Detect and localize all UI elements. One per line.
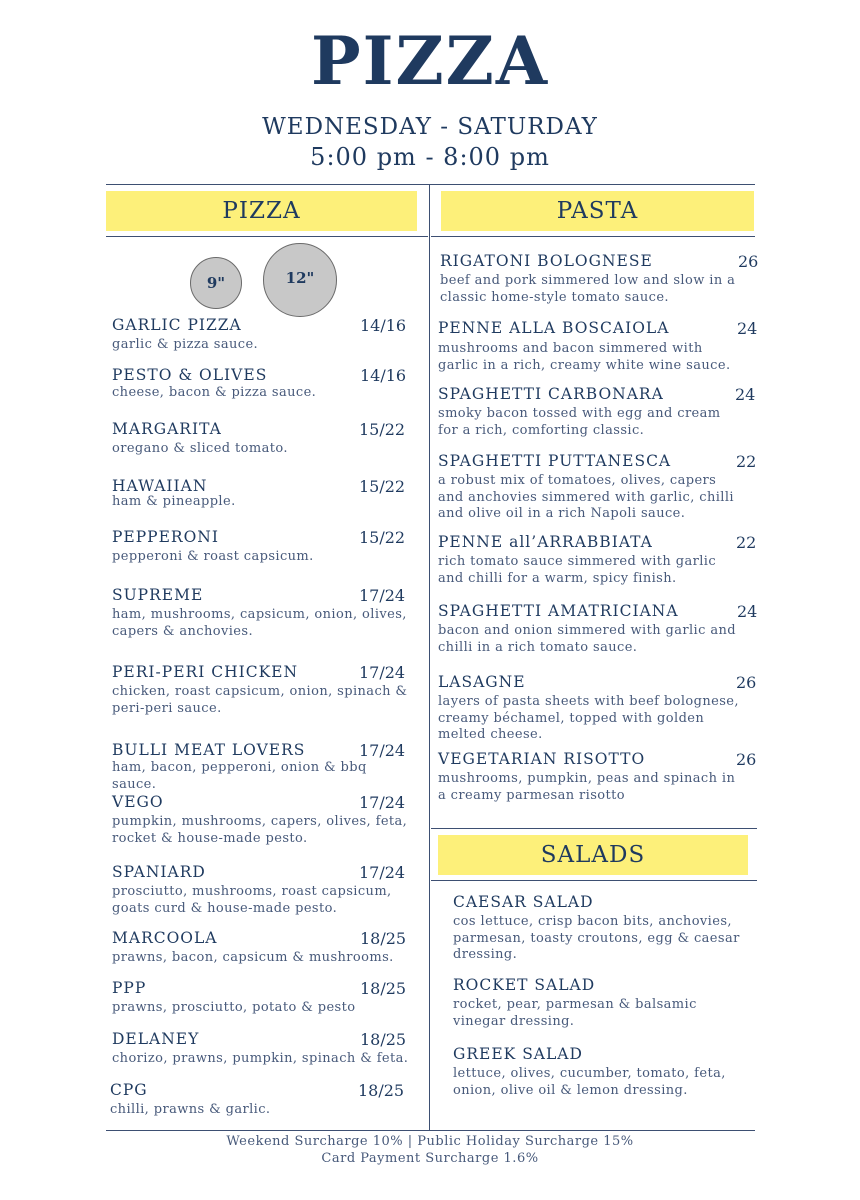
item-description: garlic & pizza sauce. — [112, 337, 259, 352]
item-description: bacon and onion simmered with garlic and chilli in a rich tomato sauce. — [438, 623, 736, 655]
item-description: smoky bacon tossed with egg and cream for a rich, comforting classic. — [438, 406, 721, 438]
menu-item — [438, 602, 758, 656]
menu-item — [112, 929, 412, 967]
item-description: prosciutto, mushrooms, roast capsicum, goats curd & house-made pesto. — [112, 884, 392, 916]
bottom-divider — [106, 1130, 755, 1131]
menu-item — [453, 893, 743, 964]
pasta-header-divider — [431, 236, 755, 237]
card-surcharge-note: Card Payment Surcharge 1.6% — [321, 1151, 539, 1166]
item-description: chorizo, prawns, pumpkin, spinach & feta. — [112, 1051, 409, 1066]
item-description: rocket, pear, parmesan & balsamic vinegar dressing. — [453, 997, 697, 1029]
item-price: 18/25 — [360, 1030, 407, 1049]
salads-section-banner: SALADS — [438, 835, 748, 875]
item-description: ham & pineapple. — [112, 494, 236, 509]
item-description: a robust mix of tomatoes, olives, capers and anchovies simmered with garlic, chilli and olive oil in a rich Napoli sauce. — [438, 473, 734, 521]
item-description: cos lettuce, crisp bacon bits, anchovies, parmesan, toasty croutons, egg & caesar dressing. — [453, 914, 740, 962]
item-price: 22 — [736, 452, 757, 471]
item-name: PENNE ALLA BOSCAIOLA — [438, 319, 670, 337]
pizza-header-divider — [106, 236, 428, 237]
menu-item — [438, 673, 757, 744]
menu-item — [438, 452, 757, 523]
salads-top-divider — [431, 828, 757, 829]
item-description: prawns, prosciutto, potato & pesto — [112, 1000, 356, 1015]
item-name: MARCOOLA — [112, 929, 218, 947]
item-price: 24 — [737, 319, 758, 338]
item-price: 14/16 — [360, 316, 407, 335]
size-12-label: 12" — [285, 268, 315, 287]
item-price: 22 — [736, 533, 757, 552]
opening-hours: 5:00 pm - 8:00 pm — [310, 143, 550, 171]
item-price: 18/25 — [358, 1081, 405, 1100]
item-name: SUPREME — [112, 586, 204, 604]
item-price: 24 — [737, 602, 758, 621]
item-description: rich tomato sauce simmered with garlic and chilli for a warm, spicy finish. — [438, 554, 717, 586]
item-price: 17/24 — [359, 741, 406, 760]
item-description: ham, bacon, pepperoni, onion & bbq sauce. — [112, 760, 367, 792]
item-description: mushrooms, pumpkin, peas and spinach in a creamy parmesan risotto — [438, 771, 736, 803]
item-name: PESTO & OLIVES — [112, 366, 268, 384]
item-price: 17/24 — [359, 663, 406, 682]
item-price: 26 — [736, 673, 757, 692]
size-9-inch-circle — [190, 257, 242, 309]
menu-item — [112, 793, 412, 847]
item-name: GARLIC PIZZA — [112, 316, 242, 334]
item-name: PPP — [112, 979, 147, 997]
salads-header-divider — [431, 880, 757, 881]
item-name: HAWAIIAN — [112, 477, 208, 495]
menu-item — [112, 586, 412, 640]
item-name: ROCKET SALAD — [453, 976, 596, 994]
opening-days: WEDNESDAY - SATURDAY — [262, 114, 598, 140]
item-name: SPANIARD — [112, 863, 206, 881]
page-title: PIZZA — [310, 22, 550, 100]
menu-item — [438, 533, 757, 587]
item-name: CPG — [110, 1081, 148, 1099]
item-description: oregano & sliced tomato. — [112, 441, 288, 456]
item-description: beef and pork simmered low and slow in a classic home-style tomato sauce. — [440, 273, 736, 305]
item-price: 14/16 — [360, 366, 407, 385]
item-name: RIGATONI BOLOGNESE — [440, 252, 653, 270]
pasta-section-banner: PASTA — [441, 191, 754, 231]
item-description: cheese, bacon & pizza sauce. — [112, 385, 317, 400]
column-divider — [429, 184, 430, 1130]
item-description: ham, mushrooms, capsicum, onion, olives, capers & anchovies. — [112, 607, 407, 639]
menu-item — [112, 477, 412, 511]
menu-item — [110, 1081, 410, 1119]
item-price: 17/24 — [359, 793, 406, 812]
item-name: VEGO — [112, 793, 164, 811]
menu-item — [112, 420, 412, 458]
pizza-section-banner: PIZZA — [106, 191, 417, 231]
item-price: 18/25 — [360, 979, 407, 998]
menu-item — [438, 750, 757, 804]
item-description: prawns, bacon, capsicum & mushrooms. — [112, 950, 394, 965]
menu-item — [112, 316, 412, 354]
menu-item — [112, 528, 412, 566]
item-description: layers of pasta sheets with beef bolognese, creamy béchamel, topped with golden melted cheese. — [438, 694, 739, 742]
item-price: 17/24 — [359, 863, 406, 882]
item-name: PENNE all’ARRABBIATA — [438, 533, 653, 551]
menu-item — [440, 252, 759, 306]
item-name: SPAGHETTI CARBONARA — [438, 385, 664, 403]
item-name: CAESAR SALAD — [453, 893, 594, 911]
menu-item — [112, 741, 412, 793]
menu-item — [453, 1045, 743, 1099]
menu-item — [112, 1030, 412, 1068]
surcharge-note: Weekend Surcharge 10% | Public Holiday Surcharge 15% — [226, 1134, 634, 1149]
menu-item — [112, 366, 412, 402]
item-name: GREEK SALAD — [453, 1045, 583, 1063]
item-price: 24 — [735, 385, 756, 404]
item-description: lettuce, olives, cucumber, tomato, feta, onion, olive oil & lemon dressing. — [453, 1066, 726, 1098]
top-divider — [106, 184, 755, 185]
item-name: MARGARITA — [112, 420, 222, 438]
item-description: chicken, roast capsicum, onion, spinach & peri-peri sauce. — [112, 684, 408, 716]
item-price: 26 — [738, 252, 759, 271]
menu-item — [438, 319, 758, 374]
item-description: chilli, prawns & garlic. — [110, 1102, 271, 1117]
item-name: BULLI MEAT LOVERS — [112, 741, 306, 759]
item-price: 17/24 — [359, 586, 406, 605]
item-price: 15/22 — [359, 420, 406, 439]
item-name: PEPPERONI — [112, 528, 219, 546]
item-name: SPAGHETTI PUTTANESCA — [438, 452, 672, 470]
item-price: 15/22 — [359, 477, 406, 496]
item-price: 15/22 — [359, 528, 406, 547]
menu-item — [438, 385, 756, 439]
item-name: LASAGNE — [438, 673, 526, 691]
item-price: 26 — [736, 750, 757, 769]
item-name: SPAGHETTI AMATRICIANA — [438, 602, 679, 620]
item-name: PERI-PERI CHICKEN — [112, 663, 299, 681]
size-9-label: 9" — [206, 274, 226, 292]
size-12-inch-circle — [263, 243, 337, 317]
item-description: mushrooms and bacon simmered with garlic in a rich, creamy white wine sauce. — [438, 341, 731, 373]
item-description: pepperoni & roast capsicum. — [112, 549, 314, 564]
menu-item — [112, 663, 412, 717]
item-description: pumpkin, mushrooms, capers, olives, feta, rocket & house-made pesto. — [112, 814, 408, 846]
menu-item — [112, 863, 412, 917]
item-name: DELANEY — [112, 1030, 200, 1048]
item-name: VEGETARIAN RISOTTO — [438, 750, 646, 768]
menu-item — [112, 979, 412, 1017]
item-price: 18/25 — [360, 929, 407, 948]
menu-item — [453, 976, 743, 1030]
